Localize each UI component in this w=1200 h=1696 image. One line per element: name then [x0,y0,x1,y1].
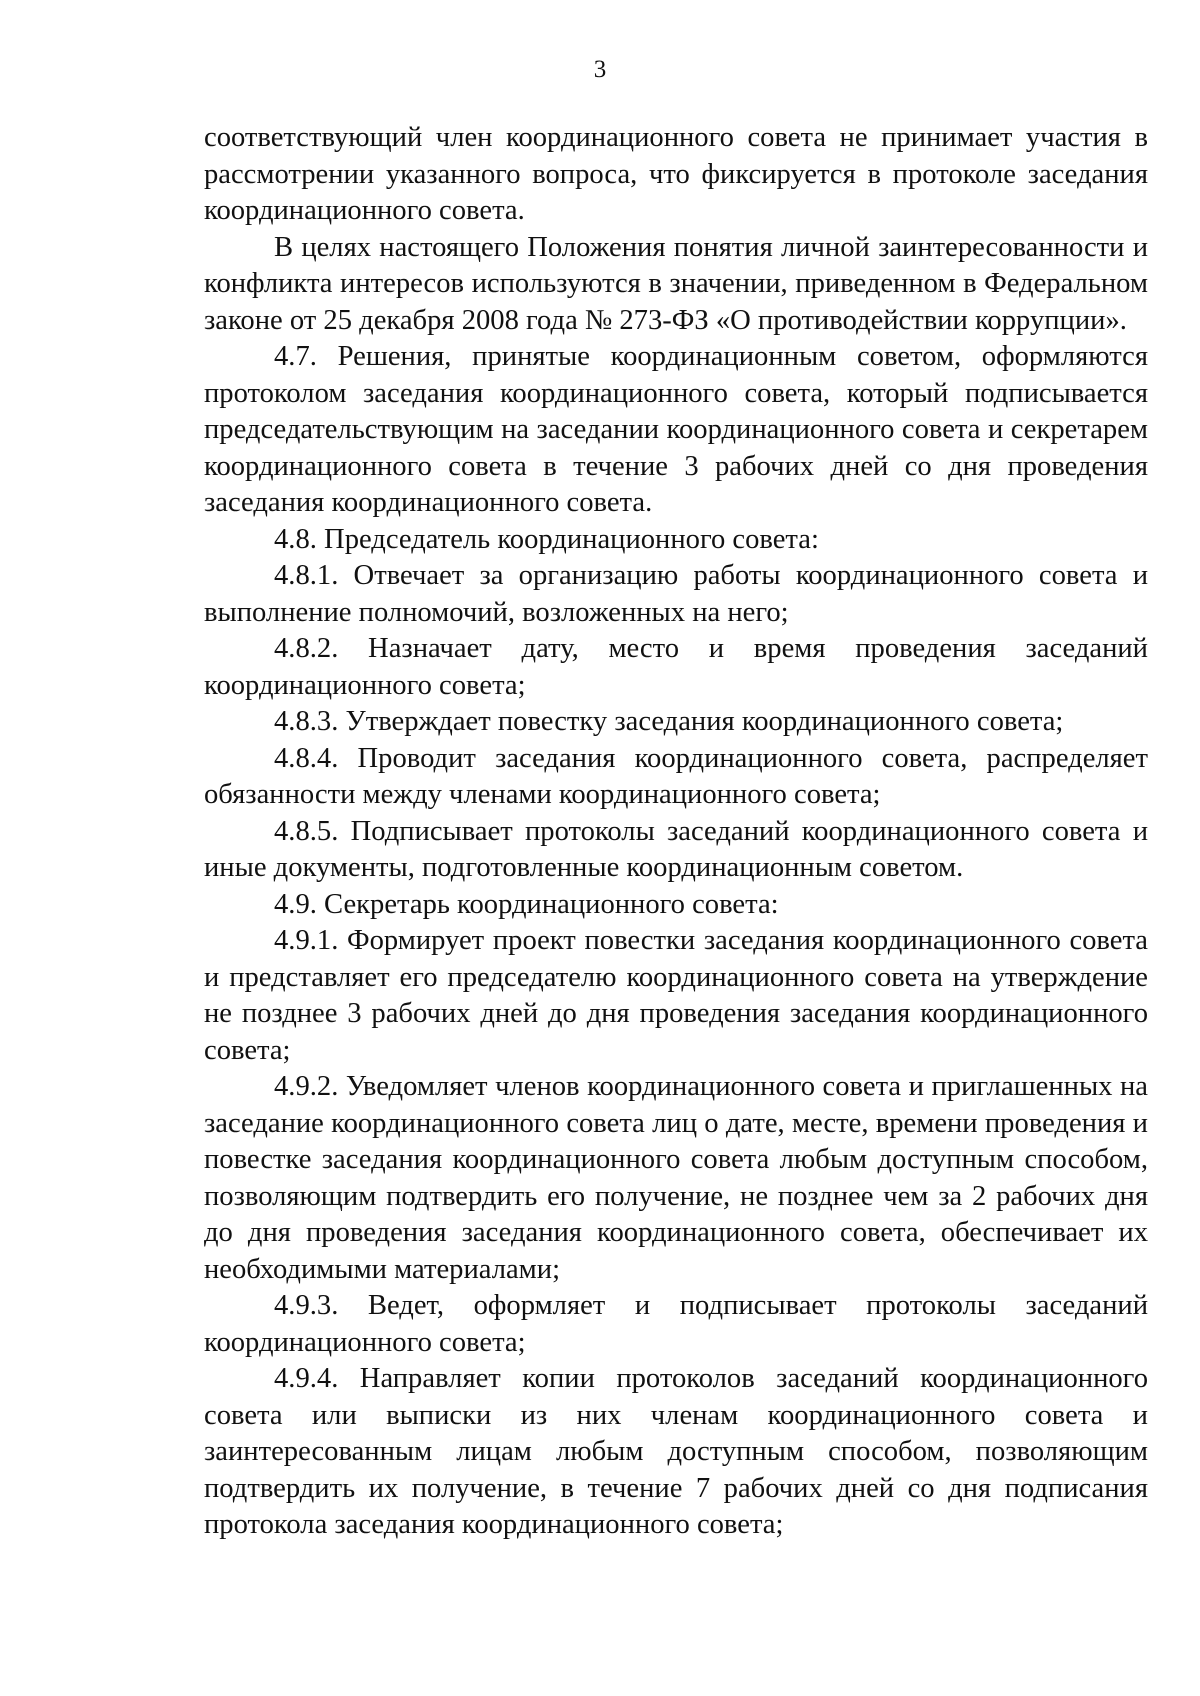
paragraph-4-9-3: 4.9.3. Ведет, оформляет и подписывает протоколы заседаний координационного совета; [204,1290,1148,1358]
paragraph-4-8: 4.8. Председатель координационного совета: [274,523,819,555]
paragraph-4-8-1: 4.8.1. Отвечает за организацию работы координационного совета и выполнение полномочий, возложенных на него; [204,560,1148,628]
paragraph-4-8-5: 4.8.5. Подписывает протоколы заседаний координационного совета и иные документы, подготовленные координационным советом. [204,815,1148,883]
paragraph-4-8-3: 4.8.3. Утверждает повестку заседания координационного совета; [274,706,1064,737]
paragraph-4-9: 4.9. Секретарь координационного совета: [274,888,779,920]
document-body [204,120,1148,1544]
paragraph-4-9-2: 4.9.2. Уведомляет членов координационного совета и приглашенных на заседание координационного совета лиц о дате, месте, времени проведения и повестке заседания координационного совета любым доступным способом, позволяющим подтвердить его получение, не позднее чем за 2 рабочих дня до дня проведения заседания координационного совета, обеспечивает их необходимыми материалами; [204,1071,1148,1285]
paragraph-4-8-4: 4.8.4. Проводит заседания координационного совета, распределяет обязанности между членами координационного совета; [204,742,1148,810]
paragraph-4-7: 4.7. Решения, принятые координационным советом, оформляются протоколом заседания координационного совета, который подписывается председательствующим на заседании координационного совета и секретарем координационного совета в течение 3 рабочих дней со дня проведения заседания координационного совета. [204,341,1148,518]
page-number: 3 [593,56,607,83]
paragraph-continuation: соответствующий член координационного совета не принимает участия в рассмотрении указанного вопроса, что фиксируется в протоколе заседания координационного совета. [204,122,1148,226]
paragraph-4-9-4: 4.9.4. Направляет копии протоколов заседаний координационного совета или выписки из них членам координационного совета и заинтересованным лицам любым доступным способом, позволяющим подтвердить их получение, в течение 7 рабочих дней со дня подписания протокола заседания координационного совета; [204,1363,1148,1540]
paragraph-4-8-2: 4.8.2. Назначает дату, место и время проведения заседаний координационного совета; [204,633,1148,701]
paragraph-definitions: В целях настоящего Положения понятия личной заинтересованности и конфликта интересов используются в значении, приведенном в Федеральном законе от 25 декабря 2008 года № 273-ФЗ «О противодействии коррупции». [204,231,1148,336]
paragraph-4-9-1: 4.9.1. Формирует проект повестки заседания координационного совета и представляет его председателю координационного совета на утверждение не позднее 3 рабочих дней до дня проведения заседания координационного совета; [204,925,1148,1066]
